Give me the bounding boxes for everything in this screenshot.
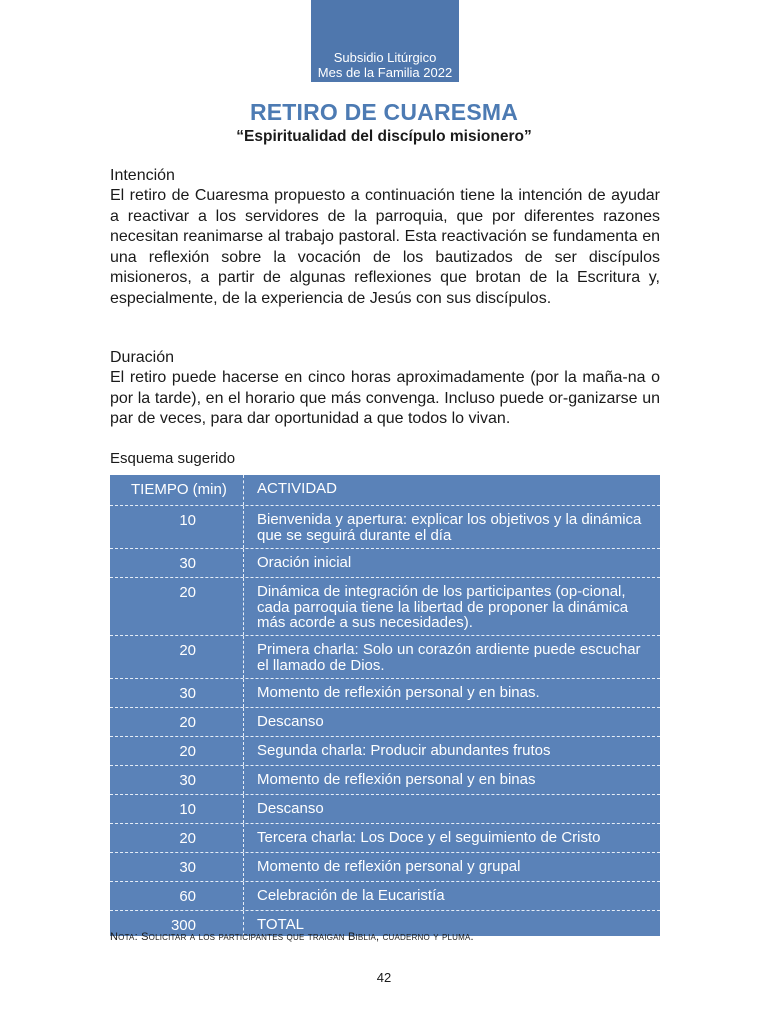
table-row (110, 636, 660, 679)
table-row (110, 737, 660, 766)
time-cell: 30 (110, 853, 244, 881)
activity-cell: Descanso (257, 713, 324, 730)
time-cell: 20 (110, 824, 244, 852)
activity-cell: Oración inicial (257, 554, 352, 571)
table-row (110, 882, 660, 911)
duracion-heading: Duración (110, 349, 175, 366)
note-text: Nota: Solicitar a los participantes que traigan Biblia, cuaderno y pluma. (110, 931, 474, 943)
activity-cell: Bienvenida y apertura: explicar los objetivos y la dinámica que se seguirá durante el día (257, 511, 642, 544)
activity-cell: Dinámica de integración de los participantes (op-cional, cada parroquia tiene la libertad de proponer la dinámica más acorde a sus necesidades). (257, 583, 629, 631)
page-subtitle: “Espiritualidad del discípulo misionero” (236, 128, 532, 145)
activity-cell: Momento de reflexión personal y grupal (257, 858, 521, 875)
time-cell: 20 (110, 636, 244, 678)
intencion-text: El retiro de Cuaresma propuesto a continuación tiene la intención de ayudar a reactivar a los servidores de la parroquia, que por diferentes razones necesitan reanimarse al trabajo pastoral. Esta reactivación se fundamenta en una reflexión sobre la vocación de los bautizados de ser discípulos misioneros, a partir de algunas reflexiones que brotan de la Escritura y, especialmente, de la experiencia de Jesús con sus discípulos. (110, 187, 660, 307)
column-header-activity: ACTIVIDAD (257, 480, 338, 497)
intencion-heading: Intención (110, 167, 175, 184)
activity-cell: TOTAL (257, 916, 304, 933)
page-number: 42 (376, 970, 392, 985)
column-header-time: TIEMPO (min) (110, 475, 244, 505)
table-row (110, 506, 660, 549)
activity-cell: Tercera charla: Los Doce y el seguimiento de Cristo (257, 829, 601, 846)
table-row (110, 549, 660, 578)
header-line-2: Mes de la Familia 2022 (317, 65, 453, 80)
time-cell: 20 (110, 708, 244, 736)
table-row (110, 766, 660, 795)
header-tab (311, 0, 459, 82)
table-row (110, 578, 660, 636)
time-cell: 30 (110, 766, 244, 794)
activity-cell: Momento de reflexión personal y en binas (257, 771, 536, 788)
header-line-1: Subsidio Litúrgico (333, 50, 437, 65)
table-row (110, 795, 660, 824)
time-cell: 60 (110, 882, 244, 910)
activity-cell: Descanso (257, 800, 324, 817)
page-title: RETIRO DE CUARESMA (249, 99, 519, 125)
activity-cell: Primera charla: Solo un corazón ardiente puede escuchar el llamado de Dios. (257, 641, 641, 674)
duracion-text: El retiro puede hacerse en cinco horas aproximadamente (por la maña-na o por la tarde), en el horario que más convenga. Incluso puede or-ganizarse un par de veces, para dar oportunidad a que todos lo vivan. (110, 369, 660, 427)
time-cell: 300 (110, 911, 244, 936)
schedule-table (110, 475, 660, 936)
activity-cell: Momento de reflexión personal y en binas. (257, 684, 540, 701)
table-header-row (110, 475, 660, 506)
time-cell: 20 (110, 578, 244, 635)
time-cell: 20 (110, 737, 244, 765)
table-row (110, 853, 660, 882)
time-cell: 30 (110, 549, 244, 577)
activity-cell: Celebración de la Eucaristía (257, 887, 445, 904)
table-row (110, 824, 660, 853)
time-cell: 10 (110, 506, 244, 548)
duracion-section (110, 348, 660, 430)
time-cell: 10 (110, 795, 244, 823)
activity-cell: Segunda charla: Producir abundantes frutos (257, 742, 551, 759)
table-row (110, 679, 660, 708)
table-row (110, 708, 660, 737)
schedule-title: Esquema sugerido (110, 450, 236, 467)
time-cell: 30 (110, 679, 244, 707)
intencion-section (110, 166, 660, 309)
